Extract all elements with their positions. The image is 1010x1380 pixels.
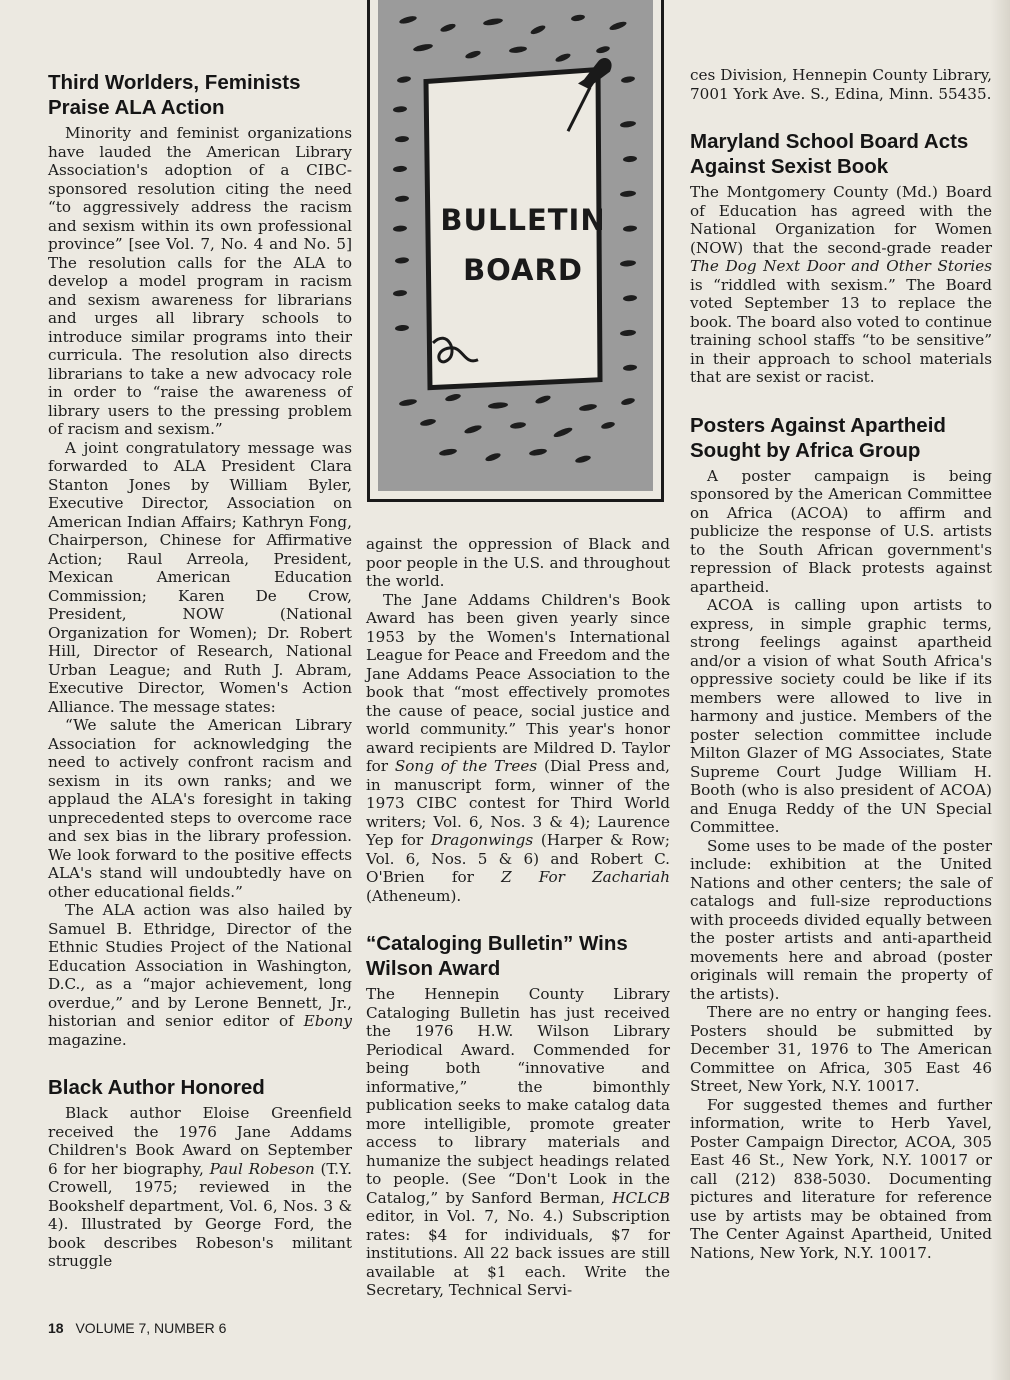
paragraph: ACOA is calling upon artists to express, in simple graphic terms, strong feelings against apartheid and/or a vision of what South Africa's oppressive society could be like if its members were allowed to live in harmony and justice. Members of the poster selection committee include Milton Glazer of MG Associates, State Supreme Court Judge William H. Booth (who is also president of ACOA) and Enuga Reddy of the UN Special Committee. bbox=[690, 596, 992, 836]
magazine-title: Ebony bbox=[303, 1012, 352, 1030]
paragraph-continued: ces Division, Hennepin County Library, 7001 York Ave. S., Edina, Minn. 55435. bbox=[690, 66, 992, 103]
article-heading-maryland: Maryland School Board Acts Against Sexist Book bbox=[690, 130, 969, 178]
bulletin-board-illustration bbox=[367, 0, 664, 502]
bulletin-board-background bbox=[378, 0, 653, 491]
paragraph: There are no entry or hanging fees. Posters should be submitted by December 31, 1976 to The American Committee on Africa, 305 East 46 Street, New York, N.Y. 10017. bbox=[690, 1003, 992, 1095]
paragraph: Black author Eloise Greenfield received the 1976 Jane Addams Children's Book Award on September 6 for her biography, Paul Robeson (T.Y. Crowell, 1975; reviewed in the Bookshelf department, Vol. 6, Nos. 3 & 4). Illustrated by George Ford, the book describes Robeson's militant struggle bbox=[48, 1104, 352, 1270]
page-number: 18 bbox=[48, 1320, 64, 1336]
paragraph: The Hennepin County Library Cataloging Bulletin has just received the 1976 H.W. Wilson Library Periodical Award. Commended for being both “innovative and informative,” the bimonthly publication seeks to make catalog data more intelligible, promote greater access to library materials and humanize the subject headings related to people. (See “Don't Look in the Catalog,” by Sanford Berman, HCLCB editor, in Vol. 7, No. 4.) Subscription rates: $4 for individuals, $7 for institutions. All 22 back issues are still available at $1 each. Write the Secretary, Technical Servi- bbox=[366, 985, 670, 1299]
page-edge-shadow bbox=[990, 0, 1010, 1380]
column-left bbox=[48, 70, 352, 1271]
paragraph: The Jane Addams Children's Book Award has been given yearly since 1953 by the Women's International League for Peace and Freedom and the Jane Addams Peace Association to the book that “most effectively promotes the cause of peace, social justice and world community.” This year's honor award recipients are Mildred D. Taylor for Song of the Trees (Dial Press and, in manuscript form, winner of the 1973 CIBC contest for Third World writers; Vol. 6, Nos. 3 & 4); Laurence Yep for Dragonwings (Harper & Row; Vol. 6, Nos. 5 & 6) and Robert C. O'Brien for Z For Zachariah (Atheneum). bbox=[366, 590, 670, 905]
article-heading-posters: Posters Against Apartheid Sought by Africa Group bbox=[690, 413, 946, 462]
article-heading-cataloging: “Cataloging Bulletin” Wins Wilson Award bbox=[366, 932, 628, 980]
column-middle bbox=[366, 535, 670, 1300]
bulletin-board-line1: BULLETIN bbox=[440, 203, 606, 237]
paragraph: Minority and feminist organizations have lauded the American Library Association's adoption of a CIBC-sponsored resolution citing the need “to aggressively address the racism and sexism within its own professional province” [see Vol. 7, No. 4 and No. 5] The resolution calls for the ALA to develop a model program in racism and sexism awareness for librarians and urges all library schools to introduce similar programs into their curricula. The resolution also directs librarians to take a new advocacy role in order to “raise the awareness of library users to the pressing problem of racism and sexism.” bbox=[48, 124, 352, 438]
book-title: Song of the Trees bbox=[394, 757, 538, 775]
column-right bbox=[690, 66, 992, 1262]
article-heading-black-author: Black Author Honored bbox=[48, 1076, 265, 1099]
book-title: Paul Robeson bbox=[209, 1159, 315, 1178]
paragraph-continued: against the oppression of Black and poor people in the U.S. and throughout the world. bbox=[366, 535, 670, 590]
book-title: Z For Zachariah bbox=[501, 868, 670, 886]
publication-title: HCLCB bbox=[612, 1188, 670, 1207]
paragraph: “We salute the American Library Association for acknowledging the need to actively confront racism and sexism in its own ranks; and we applaud the ALA's foresight in taking unprecedented steps to overcome race and sex bias in the library profession. We look forward to the positive effects ALA's stand will undoubtedly have on other educational fields.” bbox=[48, 716, 352, 901]
paragraph: A joint congratulatory message was forwarded to ALA President Clara Stanton Jones by William Byler, Executive Director, Association on American Indian Affairs; Kathryn Fong, Chairperson, Chinese for Affirmative Action; Raul Arreola, President, Mexican American Education Commission; Karen De Crow, President, NOW (National Organization for Women); Dr. Robert Hill, Director of Research, National Urban League; and Ruth J. Abram, Executive Director, Women's Action Alliance. The message states: bbox=[48, 438, 352, 716]
book-title: The Dog Next Door and Other Stories bbox=[690, 257, 992, 275]
article-heading-third-worlders: Third Worlders, Feminists Praise ALA Action bbox=[48, 71, 301, 119]
bulletin-board-title bbox=[430, 195, 616, 295]
paragraph: For suggested themes and further information, write to Herb Yavel, Poster Campaign Director, ACOA, 305 East 46 St., New York, N.Y. 10017 or call (212) 838-5030. Documenting pictures and literature for reference use by artists may be obtained from The Center Against Apartheid, United Nations, New York, N.Y. 10017. bbox=[690, 1095, 992, 1262]
paragraph: The Montgomery County (Md.) Board of Education has agreed with the National Organization for Women (NOW) that the second-grade reader The Dog Next Door and Other Stories is “riddled with sexism.” The Board voted September 13 to replace the book. The board also voted to continue training school staffs “to be sensitive” in their approach to school materials that are sexist or racist. bbox=[690, 183, 992, 386]
paragraph: The ALA action was also hailed by Samuel B. Ethridge, Director of the Ethnic Studies Project of the National Education Association in Washington, D.C., as a “major achievement, long overdue,” and by Lerone Bennett, Jr., historian and senior editor of Ebony magazine. bbox=[48, 901, 352, 1049]
bulletin-board-line2: BOARD bbox=[463, 253, 583, 287]
paragraph: A poster campaign is being sponsored by the American Committee on Africa (ACOA) to affirm and publicize the response of U.S. artists to the South African government's repression of Black protests against apartheid. bbox=[690, 466, 992, 596]
book-title: Dragonwings bbox=[430, 831, 534, 849]
paragraph: Some uses to be made of the poster include: exhibition at the United Nations and other centers; the sale of catalogs and full-size reproductions with proceeds divided equally between the poster artists and anti-apartheid movements here and abroad (poster originals will remain the property of the artists). bbox=[690, 836, 992, 1003]
volume-label: VOLUME 7, NUMBER 6 bbox=[75, 1320, 227, 1336]
page-footer bbox=[48, 1320, 226, 1336]
